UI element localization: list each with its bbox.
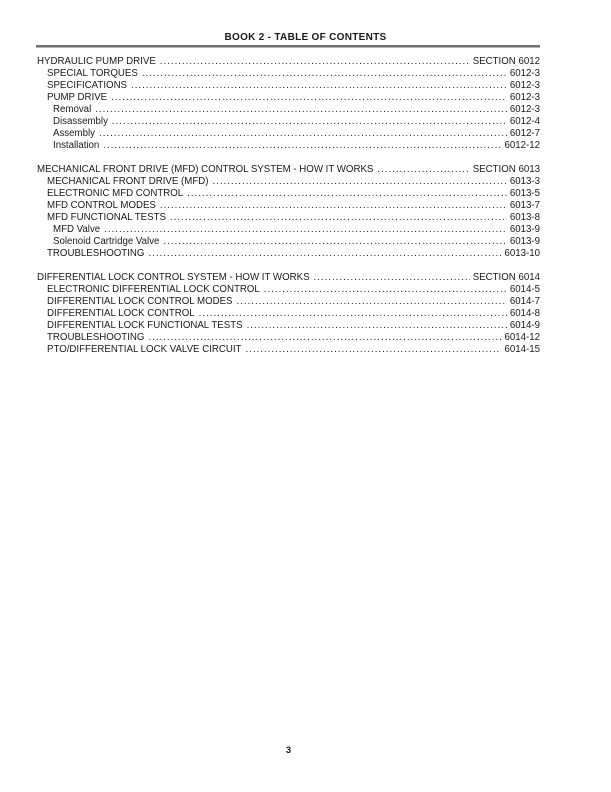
toc-entry	[37, 164, 540, 176]
toc-dot-leader	[163, 236, 506, 248]
toc-entry-label: DIFFERENTIAL LOCK FUNCTIONAL TESTS	[47, 320, 243, 331]
toc-entry	[37, 92, 540, 104]
toc-dot-leader	[111, 92, 507, 104]
toc-entry	[37, 116, 540, 128]
toc-entry-label: TROUBLESHOOTING	[47, 248, 145, 259]
toc-entry-page: 6014-8	[509, 308, 540, 319]
toc-dot-leader	[187, 188, 507, 200]
toc-entry-page: 6012-4	[509, 116, 540, 127]
toc-entry-label: Removal	[53, 104, 92, 115]
toc-entry-label: MECHANICAL FRONT DRIVE (MFD)	[47, 176, 209, 187]
toc-entry	[37, 344, 540, 356]
toc-entry-label: ELECTRONIC MFD CONTROL	[47, 188, 184, 199]
toc-entry-label: SPECIAL TORQUES	[47, 68, 138, 79]
toc-dot-leader	[142, 68, 507, 80]
toc-entry-label: ELECTRONIC DIFFERENTIAL LOCK CONTROL	[47, 284, 260, 295]
toc-entry-page: SECTION 6012	[472, 56, 540, 67]
toc-dot-leader	[246, 344, 502, 356]
toc-dot-leader	[103, 140, 501, 152]
toc-entry-page: 6012-12	[504, 140, 540, 151]
page-title: BOOK 2 - TABLE OF CONTENTS	[224, 32, 387, 43]
toc-entry	[37, 56, 540, 68]
toc-entry-label: Assembly	[53, 128, 95, 139]
toc-entry-page: 6014-7	[509, 296, 540, 307]
toc-entry-page: 6012-3	[509, 104, 540, 115]
toc-entry-label: Installation	[53, 140, 100, 151]
toc-entry	[37, 176, 540, 188]
toc-dot-leader	[237, 296, 507, 308]
toc-entry-label: MFD FUNCTIONAL TESTS	[47, 212, 166, 223]
toc-entry	[37, 188, 540, 200]
toc-dot-leader	[95, 104, 507, 116]
toc-entry-label: MFD CONTROL MODES	[47, 200, 156, 211]
toc-entry	[37, 80, 540, 92]
toc-entry-page: 6013-10	[504, 248, 540, 259]
toc-entry	[37, 236, 540, 248]
toc-section	[37, 272, 540, 356]
toc-section	[37, 56, 540, 152]
toc-dot-leader	[247, 320, 507, 332]
toc-entry-page: 6014-15	[504, 344, 540, 355]
toc-entry-page: 6013-3	[509, 176, 540, 187]
page-header	[0, 32, 611, 43]
toc-entry-page: 6012-3	[509, 80, 540, 91]
toc-entry-label: MFD Valve	[53, 224, 101, 235]
toc-entry	[37, 308, 540, 320]
toc-entry	[37, 212, 540, 224]
toc-dot-leader	[99, 128, 507, 140]
toc-entry-label: PUMP DRIVE	[47, 92, 108, 103]
toc-entry-page: 6012-3	[509, 68, 540, 79]
toc-entry-label: DIFFERENTIAL LOCK CONTROL SYSTEM - HOW IT WORKS	[37, 272, 310, 283]
toc-entry-label: DIFFERENTIAL LOCK CONTROL MODES	[47, 296, 233, 307]
toc-entry-page: 6013-7	[509, 200, 540, 211]
toc-section	[37, 164, 540, 260]
toc-entry-label: Solenoid Cartridge Valve	[53, 236, 160, 247]
toc-entry-page: 6014-12	[504, 332, 540, 343]
toc-entry	[37, 320, 540, 332]
table-of-contents	[37, 56, 540, 356]
toc-dot-leader	[314, 272, 470, 284]
toc-entry-label: Disassembly	[53, 116, 108, 127]
toc-dot-leader	[112, 116, 507, 128]
toc-entry-page: 6012-3	[509, 92, 540, 103]
toc-entry	[37, 200, 540, 212]
toc-dot-leader	[170, 212, 507, 224]
toc-entry-page: 6013-9	[509, 236, 540, 247]
toc-dot-leader	[104, 224, 507, 236]
toc-dot-leader	[131, 80, 507, 92]
toc-entry-label: HYDRAULIC PUMP DRIVE	[37, 56, 156, 67]
toc-entry	[37, 296, 540, 308]
toc-entry-label: PTO/DIFFERENTIAL LOCK VALVE CIRCUIT	[47, 344, 242, 355]
toc-entry	[37, 272, 540, 284]
toc-entry-page: 6013-9	[509, 224, 540, 235]
toc-dot-leader	[148, 332, 501, 344]
toc-entry-page: 6012-7	[509, 128, 540, 139]
toc-dot-leader	[199, 308, 507, 320]
toc-entry	[37, 332, 540, 344]
toc-entry-page: 6013-5	[509, 188, 540, 199]
header-rule	[36, 45, 540, 47]
toc-dot-leader	[377, 164, 469, 176]
toc-entry-page: SECTION 6014	[472, 272, 540, 283]
toc-entry	[37, 68, 540, 80]
toc-entry	[37, 284, 540, 296]
toc-entry	[37, 224, 540, 236]
toc-dot-leader	[148, 248, 501, 260]
page-number: 3	[285, 745, 292, 756]
toc-dot-leader	[212, 176, 506, 188]
toc-dot-leader	[160, 56, 470, 68]
toc-entry-page: 6013-8	[509, 212, 540, 223]
toc-entry	[37, 104, 540, 116]
toc-dot-leader	[160, 200, 507, 212]
toc-entry	[37, 140, 540, 152]
toc-entry-page: 6014-5	[509, 284, 540, 295]
toc-entry	[37, 128, 540, 140]
toc-entry-label: SPECIFICATIONS	[47, 80, 128, 91]
toc-entry-page: 6014-9	[509, 320, 540, 331]
toc-entry-label: DIFFERENTIAL LOCK CONTROL	[47, 308, 195, 319]
toc-entry-page: SECTION 6013	[472, 164, 540, 175]
toc-entry-label: TROUBLESHOOTING	[47, 332, 145, 343]
toc-entry-label: MECHANICAL FRONT DRIVE (MFD) CONTROL SYSTEM - HOW IT WORKS	[37, 164, 374, 175]
page-footer	[37, 745, 540, 756]
toc-dot-leader	[264, 284, 507, 296]
toc-entry	[37, 248, 540, 260]
